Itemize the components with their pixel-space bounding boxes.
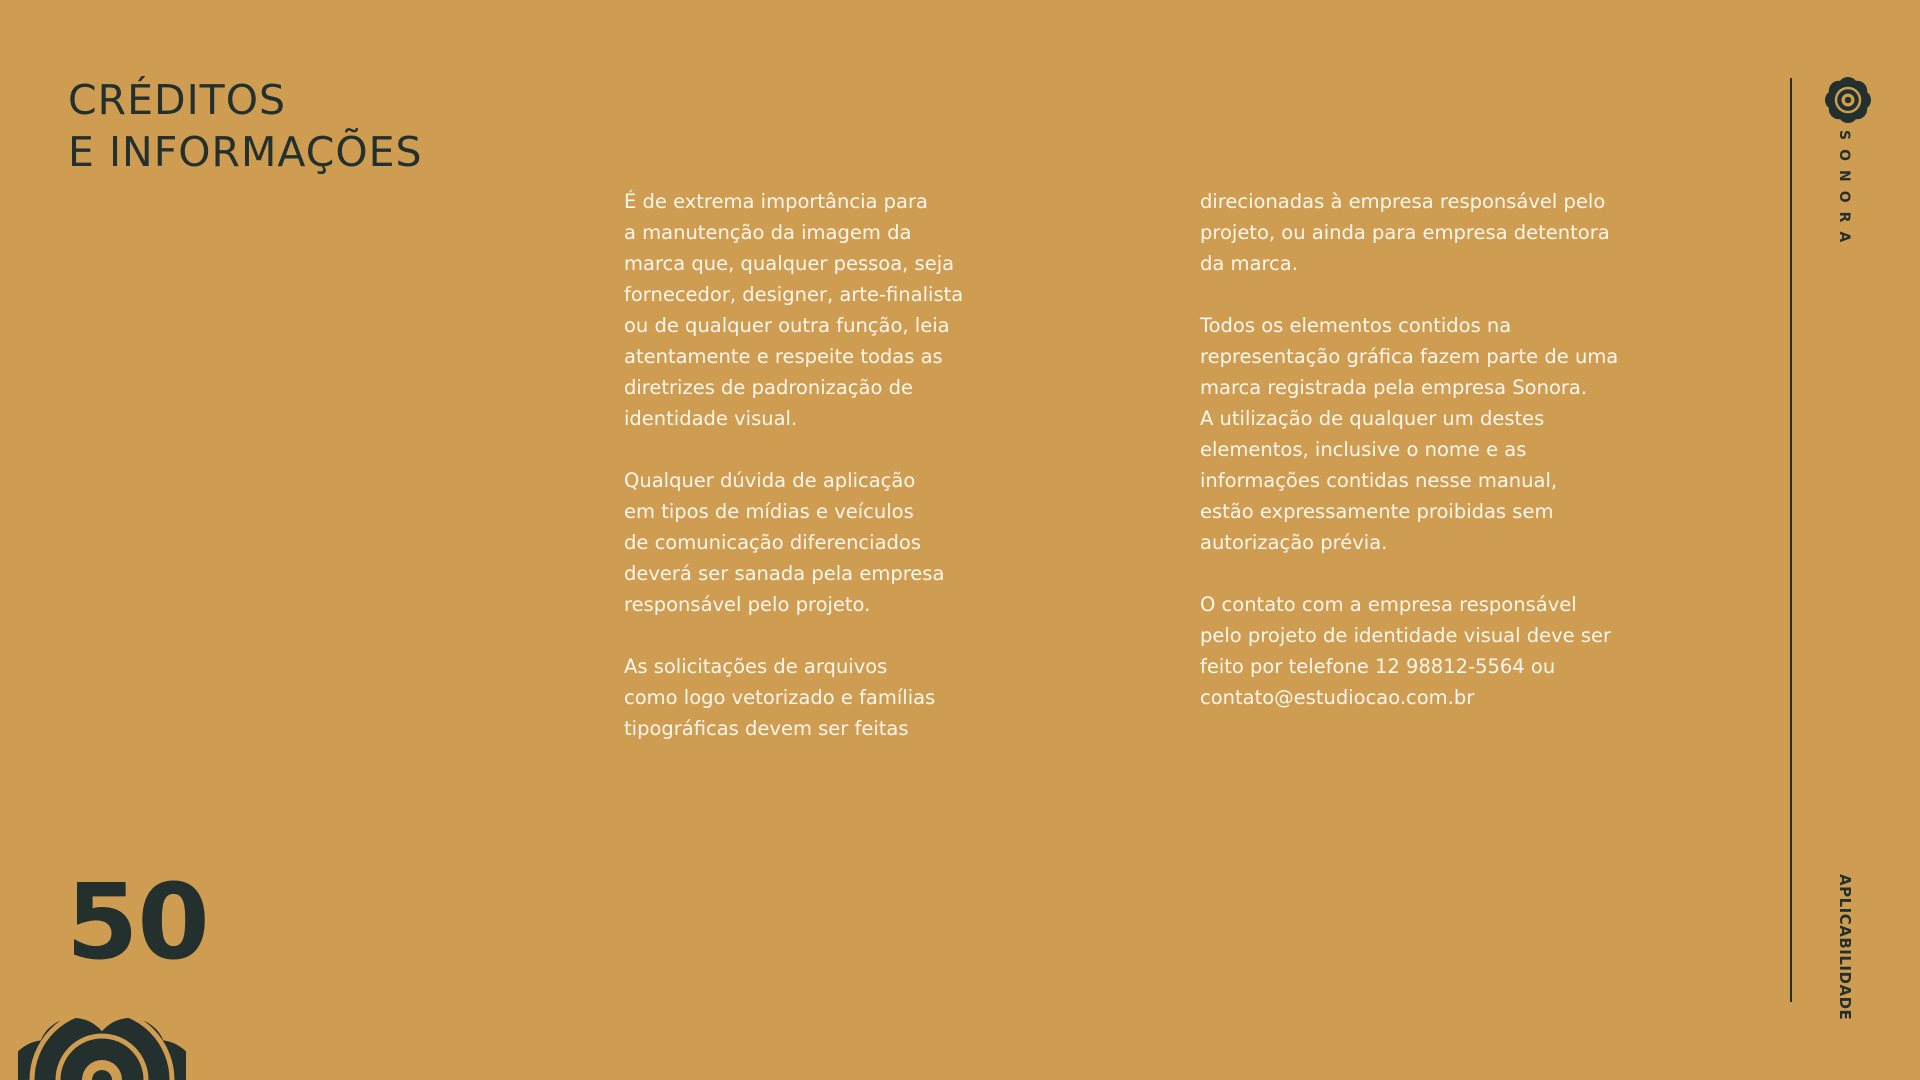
paragraph-file-requests: As solicitações de arquivos como logo vetorizado e famílias tipográficas devem ser feitas xyxy=(624,655,936,740)
page-number: 50 xyxy=(66,861,209,983)
page-title-line-2: E INFORMAÇÕES xyxy=(68,128,423,176)
page-title xyxy=(68,74,423,178)
sidebar-divider xyxy=(1790,78,1792,1002)
brand-name: SONORA xyxy=(1836,130,1852,252)
sonora-flower-logo-icon xyxy=(1824,76,1872,124)
page-title-line-1: CRÉDITOS xyxy=(68,76,287,124)
text-column-right xyxy=(1200,186,1620,744)
text-column-left xyxy=(624,186,984,775)
paragraph-trademark-notice: Todos os elementos contidos na representação gráfica fazem parte de uma marca registrada pela empresa Sonora. A utilização de qualquer um destes elementos, inclusive o nome e as informações contidas nesse manual, estão expressamente proibidas sem autorização prévia. xyxy=(1200,314,1619,554)
paragraph-file-requests-continued: direcionadas à empresa responsável pelo projeto, ou ainda para empresa detentora da marca. xyxy=(1200,190,1610,275)
paragraph-application-doubts: Qualquer dúvida de aplicação em tipos de mídias e veículos de comunicação diferenciados deverá ser sanada pela empresa responsável pelo projeto. xyxy=(624,469,945,616)
sonora-flower-pattern-icon xyxy=(18,996,186,1080)
paragraph-brand-importance: É de extrema importância para a manutenção da imagem da marca que, qualquer pessoa, seja fornecedor, designer, arte-finalista ou de qualquer outra função, leia atentamente e respeite todas as diretrizes de padronização de identidade visual. xyxy=(624,190,964,430)
section-label: APLICABILIDADE xyxy=(1836,874,1854,1021)
paragraph-contact: O contato com a empresa responsável pelo projeto de identidade visual deve ser feito por telefone 12 98812-5564 ou contato@estudiocao.com.br xyxy=(1200,593,1612,709)
